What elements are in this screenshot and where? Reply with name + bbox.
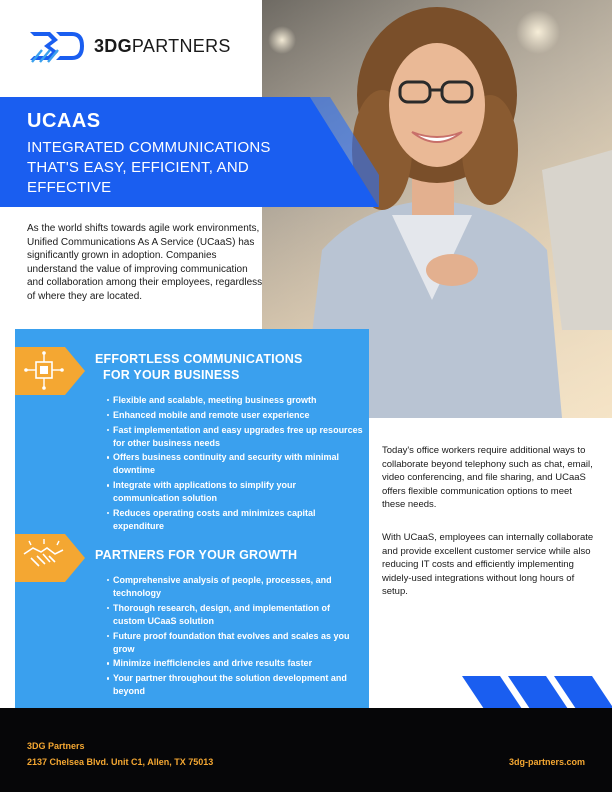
- right-paragraph-2: With UCaaS, employees can internally collaborate and provide excellent customer service while also reducing IT costs and efficiently implementing widely-used integrations without long hours of setup.: [382, 532, 594, 598]
- page-title: UCAAS: [27, 110, 101, 132]
- section-title-partners: PARTNERS FOR YOUR GROWTH: [95, 548, 298, 562]
- decorative-stripes: [460, 676, 612, 709]
- list-item: Future proof foundation that evolves and scales as you grow: [113, 630, 363, 656]
- footer-website-link[interactable]: 3dg-partners.com: [508, 757, 585, 767]
- footer: [0, 708, 612, 792]
- list-item: Offers business continuity and security with minimal downtime: [113, 451, 363, 477]
- handshake-icon: [15, 534, 85, 582]
- right-paragraph-1: Today's office workers require additional ways to collaborate beyond telephony such as chat, email, video conferencing, and file sharing, and UCaaS offers flexible communication options to meet these needs.: [382, 445, 593, 511]
- list-item: Reduces operating costs and minimizes capital expenditure: [113, 507, 363, 533]
- list-item: Comprehensive analysis of people, processes, and technology: [113, 574, 363, 600]
- list-item: Fast implementation and easy upgrades free up resources for other business needs: [113, 424, 363, 448]
- 3dg-logo-icon: [28, 28, 86, 64]
- logo-wordmark: 3DGPARTNERS: [94, 35, 231, 56]
- footer-address: 2137 Chelsea Blvd. Unit C1, Allen, TX 75013: [27, 757, 214, 767]
- list-item: Minimize inefficiencies and drive results faster: [113, 657, 363, 670]
- section-title-communications: EFFORTLESS COMMUNICATIONS FOR YOUR BUSINESS: [95, 352, 303, 382]
- list-item: Flexible and scalable, meeting business growth: [113, 394, 363, 407]
- circuit-chip-icon: [15, 347, 85, 395]
- benefits-panel: [15, 329, 369, 711]
- communications-bullet-list: [113, 394, 363, 535]
- partners-bullet-list: [113, 574, 363, 700]
- list-item: Thorough research, design, and implementation of custom UCaaS solution: [113, 602, 363, 628]
- intro-paragraph: As the world shifts towards agile work environments, Unified Communications As A Service (UCaaS) has significantly grown in adoption. Companies understand the value of improving communication and collaboration among their employees, regardless of where they are located.: [27, 223, 263, 302]
- list-item: Enhanced mobile and remote user experience: [113, 409, 363, 422]
- list-item: Your partner throughout the solution development and beyond: [113, 672, 363, 698]
- page-subtitle: INTEGRATED COMMUNICATIONS THAT'S EASY, EFFICIENT, AND EFFECTIVE: [27, 139, 271, 196]
- list-item: Integrate with applications to simplify your communication solution: [113, 479, 363, 505]
- company-logo: [28, 26, 231, 66]
- footer-company-name: 3DG Partners: [27, 741, 85, 751]
